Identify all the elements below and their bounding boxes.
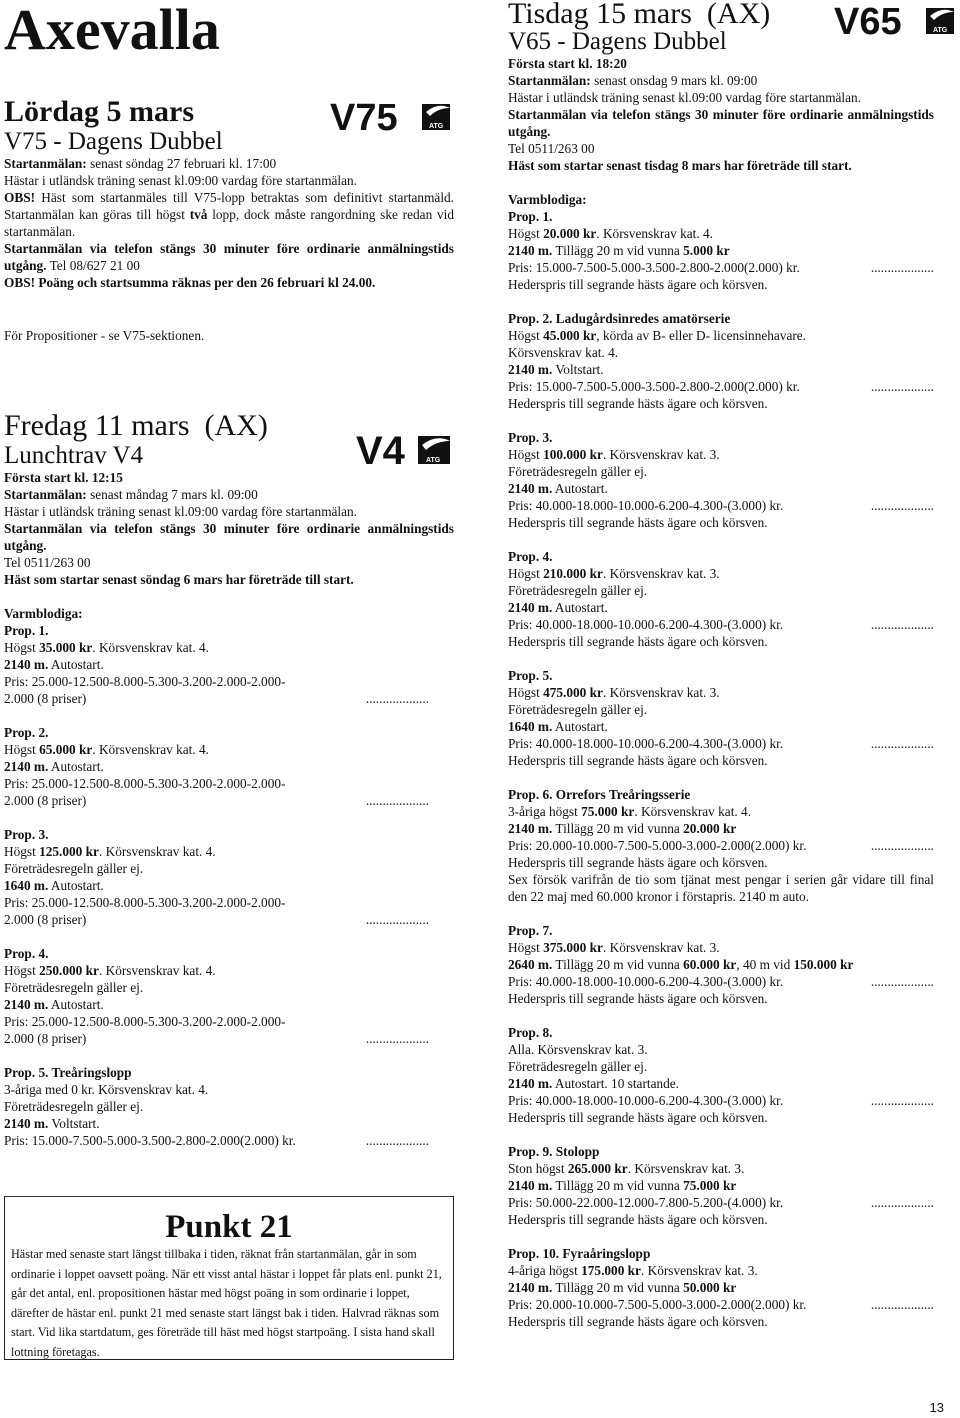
tisdag-foretrade: Häst som startar senast tisdag 8 mars har företräde till start. [508, 158, 852, 173]
lordag-obs-text-b: lopp, dock måste rangordning ske redan vid startanmälan. [4, 207, 454, 239]
lordag-tel: Tel 08/627 21 00 [46, 258, 140, 273]
atg-text-2: ATG [426, 457, 441, 464]
tisdag-prop-7-note: Hederspris till segrande hästs ägare och körsven. [508, 991, 768, 1006]
dot-leader: ................... [870, 379, 934, 394]
fredag-prop-1-line: 2140 m. Autostart. [4, 657, 104, 672]
tisdag-telefon: Startanmälan via telefon stängs 30 minuter före ordinarie anmälningstids utgång. [508, 107, 934, 139]
pris-text: Pris: 40.000-18.000-10.000-6.200-4.300-(3.000) kr. [508, 974, 784, 989]
fredag-game: Lunchtrav V4 [4, 442, 144, 469]
lordag-startanm-text: senast söndag 27 februari kl. 17:00 [86, 156, 277, 171]
fredag-prop-2-pris-row [4, 792, 429, 809]
tisdag-day-heading: Tisdag 15 mars [508, 0, 692, 30]
tisdag-startanm-text: senast onsdag 9 mars kl. 09:00 [590, 73, 758, 88]
v65-logo-text: V65 [834, 2, 902, 38]
fredag-varmblodiga: Varmblodiga: [4, 606, 83, 621]
tisdag-prop-4-line: Högst 210.000 kr. Körsvenskrav kat. 3. [508, 566, 720, 581]
tisdag-prop-7-title: Prop. 7. [508, 923, 553, 938]
tisdag-prop-6-note: Hederspris till segrande hästs ägare och körsven. [508, 855, 768, 870]
tisdag-prop-9-line: 2140 m. Tillägg 20 m vid vunna 75.000 kr [508, 1178, 737, 1193]
pris-text: Pris: 15.000-7.500-5.000-3.500-2.800-2.000(2.000) kr. [508, 379, 800, 394]
v65-logo [834, 2, 956, 38]
tisdag-prop-4-line: 2140 m. Autostart. [508, 600, 608, 615]
tisdag-prop-7-line: 2640 m. Tillägg 20 m vid vunna 60.000 kr, 40 m vid 150.000 kr [508, 957, 854, 972]
fredag-prop-1-pris-row [4, 690, 429, 707]
dot-leader: ................... [365, 1133, 429, 1148]
fredag-prop-4-pris-row [4, 1030, 429, 1047]
tisdag-prop-5-line: Högst 475.000 kr. Körsvenskrav kat. 3. [508, 685, 720, 700]
fredag-prop-3-pris-row [4, 911, 429, 928]
fredag-prop-5-line: 3-åriga med 0 kr. Körsvenskrav kat. 4. [4, 1082, 209, 1097]
page-number: 13 [929, 1400, 944, 1415]
fredag-foretrade: Häst som startar senast söndag 6 mars har företräde till start. [4, 572, 354, 587]
tisdag-prop-3-line: 2140 m. Autostart. [508, 481, 608, 496]
tisdag-prop-6-pris-row [508, 837, 934, 854]
lordag-utlandsk: Hästar i utländsk träning senast kl.09:00 vardag före startanmälan. [4, 173, 358, 188]
pris-text: Pris: 20.000-10.000-7.500-5.000-3.000-2.000(2.000) kr. [508, 838, 807, 853]
tisdag-prop-3-line: Företrädesregeln gäller ej. [508, 464, 648, 479]
tisdag-prop-1-line: 2140 m. Tillägg 20 m vid vunna 5.000 kr [508, 243, 730, 258]
fredag-startanm-text: senast måndag 7 mars kl. 09:00 [86, 487, 258, 502]
lordag-startanm-label: Startanmälan: [4, 156, 87, 171]
tisdag-prop-2-title: Prop. 2. Ladugårdsinredes amatörserie [508, 311, 731, 326]
fredag-prop-4-line: 2140 m. Autostart. [4, 997, 104, 1012]
tisdag-game: V65 - Dagens Dubbel [508, 28, 727, 55]
tisdag-startanm-label: Startanmälan: [508, 73, 591, 88]
fredag-prop-3-line: Pris: 25.000-12.500-8.000-5.300-3.200-2.000-2.000- [4, 895, 286, 910]
atg-text-1: ATG [429, 123, 444, 130]
tisdag-forsta-start: Första start kl. 18:20 [508, 56, 627, 71]
fredag-prop-3-line: Företrädesregeln gäller ej. [4, 861, 144, 876]
fredag-prop-4-line: Pris: 25.000-12.500-8.000-5.300-3.200-2.000-2.000- [4, 1014, 286, 1029]
fredag-startanm-label: Startanmälan: [4, 487, 87, 502]
dot-leader: ................... [870, 974, 934, 989]
tisdag-prop-10-line: 2140 m. Tillägg 20 m vid vunna 50.000 kr [508, 1280, 737, 1295]
punkt21-text: Hästar med senaste start längst tillbaka i tiden, räknat från startanmälan, går in som ordinarie i loppet oavsett poäng. När ett visst antal hästar i loppet får plats enl. punkt 21, går det antal, enl. propositionen hästar med högst poäng in som ordinarie i loppet, därefter de hästar enl. punkt 21 med senaste start längst bak i tiden. Halvrad räknas som start. Vid lika startdatum, ges företräde till häst med högst startpoäng. I sista hand skall lottning företagas. [11, 1247, 442, 1359]
dot-leader: ................... [365, 1031, 429, 1046]
pris-text: Pris: 40.000-18.000-10.000-6.200-4.300-(3.000) kr. [508, 617, 784, 632]
tisdag-varmblodiga: Varmblodiga: [508, 192, 587, 207]
tisdag-prop-8-line: Alla. Körsvenskrav kat. 3. [508, 1042, 648, 1057]
tisdag-prop-6-line: 2140 m. Tillägg 20 m vid vunna 20.000 kr [508, 821, 737, 836]
v75-logo [330, 98, 452, 134]
fredag-prop-2-line: 2140 m. Autostart. [4, 759, 104, 774]
pris-text: 2.000 (8 priser) [4, 912, 87, 927]
tisdag-prop-5-title: Prop. 5. [508, 668, 553, 683]
tisdag-prop-8-title: Prop. 8. [508, 1025, 553, 1040]
tisdag-tel: Tel 0511/263 00 [508, 141, 595, 156]
tisdag-ax: (AX) [706, 0, 771, 30]
tisdag-prop-4-title: Prop. 4. [508, 549, 553, 564]
punkt21-title: Punkt 21 [165, 1209, 293, 1245]
lordag-obs2-text: Poäng och startsumma räknas per den 26 februari kl 24.00. [35, 275, 376, 290]
tisdag-utlandsk: Hästar i utländsk träning senast kl.09:00 vardag före startanmälan. [508, 90, 862, 105]
tisdag-prop-3-title: Prop. 3. [508, 430, 553, 445]
tisdag-prop-5-note: Hederspris till segrande hästs ägare och körsven. [508, 753, 768, 768]
lordag-obs-text-a: Häst som startanmäles till V75-lopp betraktas som definitivt startanmäld. Startanmälan kan göras till högst [4, 190, 454, 222]
dot-leader: ................... [870, 498, 934, 513]
fredag-prop-4-title: Prop. 4. [4, 946, 49, 961]
tisdag-prop-3-pris-row [508, 497, 934, 514]
fredag-prop-4-line: Högst 250.000 kr. Körsvenskrav kat. 4. [4, 963, 216, 978]
tisdag-prop-10-title: Prop. 10. Fyraåringslopp [508, 1246, 651, 1261]
pris-text: 2.000 (8 priser) [4, 793, 87, 808]
page-title: Axevalla [4, 0, 220, 62]
fredag-prop-1-title: Prop. 1. [4, 623, 49, 638]
tisdag-prop-4-pris-row [508, 616, 934, 633]
tisdag-prop-1-pris-row [508, 259, 934, 276]
pris-text: 2.000 (8 priser) [4, 1031, 87, 1046]
tisdag-prop-10-line: 4-åriga högst 175.000 kr. Körsvenskrav kat. 3. [508, 1263, 758, 1278]
fredag-prop-2-line: Pris: 25.000-12.500-8.000-5.300-3.200-2.000-2.000- [4, 776, 286, 791]
tisdag-prop-9-pris-row [508, 1194, 934, 1211]
tisdag-prop-3-line: Högst 100.000 kr. Körsvenskrav kat. 3. [508, 447, 720, 462]
lordag-obs2-label: OBS! [4, 275, 36, 290]
fredag-prop-2-line: Högst 65.000 kr. Körsvenskrav kat. 4. [4, 742, 209, 757]
dot-leader: ................... [870, 617, 934, 632]
tisdag-prop-9-title: Prop. 9. Stolopp [508, 1144, 600, 1159]
tisdag-prop-9-line: Ston högst 265.000 kr. Körsvenskrav kat. 3. [508, 1161, 745, 1176]
fredag-forsta-start: Första start kl. 12:15 [4, 470, 123, 485]
fredag-prop-5-title: Prop. 5. Treåringslopp [4, 1065, 132, 1080]
tisdag-prop-5-pris-row [508, 735, 934, 752]
lordag-obs-bold: två [189, 207, 208, 222]
tisdag-prop-2-pris-row [508, 378, 934, 395]
fredag-ax: (AX) [204, 409, 268, 442]
v75-logo-text: V75 [330, 98, 398, 134]
lordag-obs-label: OBS! [4, 190, 36, 205]
pris-text: Pris: 15.000-7.500-5.000-3.500-2.800-2.000(2.000) kr. [508, 260, 800, 275]
lordag-game: V75 - Dagens Dubbel [4, 128, 223, 155]
tisdag-prop-4-line: Företrädesregeln gäller ej. [508, 583, 648, 598]
fredag-prop-1-line: Pris: 25.000-12.500-8.000-5.300-3.200-2.000-2.000- [4, 674, 286, 689]
dot-leader: ................... [870, 1195, 934, 1210]
fredag-tel: Tel 0511/263 00 [4, 555, 91, 570]
dot-leader: ................... [870, 838, 934, 853]
fredag-prop-4-line: Företrädesregeln gäller ej. [4, 980, 144, 995]
tisdag-props [508, 208, 934, 1347]
pris-text: Pris: 40.000-18.000-10.000-6.200-4.300-(3.000) kr. [508, 1093, 784, 1108]
dot-leader: ................... [870, 736, 934, 751]
tisdag-prop-9-note: Hederspris till segrande hästs ägare och körsven. [508, 1212, 768, 1227]
tisdag-prop-2-line: Körsvenskrav kat. 4. [508, 345, 619, 360]
tisdag-prop-8-line: 2140 m. Autostart. 10 startande. [508, 1076, 679, 1091]
tisdag-prop-2-line: Högst 45.000 kr, körda av B- eller D- licensinnehavare. [508, 328, 807, 343]
pris-text: Pris: 50.000-22.000-12.000-7.800-5.200-(4.000) kr. [508, 1195, 784, 1210]
dot-leader: ................... [365, 691, 429, 706]
fredag-prop-1-line: Högst 35.000 kr. Körsvenskrav kat. 4. [4, 640, 209, 655]
tisdag-prop-10-pris-row [508, 1296, 934, 1313]
tisdag-prop-8-note: Hederspris till segrande hästs ägare och körsven. [508, 1110, 768, 1125]
tisdag-prop-10-note: Hederspris till segrande hästs ägare och körsven. [508, 1314, 768, 1329]
pris-text: Pris: 20.000-10.000-7.500-5.000-3.000-2.000(2.000) kr. [508, 1297, 807, 1312]
fredag-prop-3-line: Högst 125.000 kr. Körsvenskrav kat. 4. [4, 844, 216, 859]
tisdag-prop-2-line: 2140 m. Voltstart. [508, 362, 604, 377]
dot-leader: ................... [870, 1297, 934, 1312]
fredag-telefon: Startanmälan via telefon stängs 30 minuter före ordinarie anmälningstids utgång. [4, 521, 454, 553]
divider [4, 1196, 452, 1197]
tisdag-prop-6-title: Prop. 6. Orrefors Treåringsserie [508, 787, 691, 802]
tisdag-prop-7-line: Högst 375.000 kr. Körsvenskrav kat. 3. [508, 940, 720, 955]
v4-logo-text: V4 [356, 430, 405, 466]
punkt21-box [4, 1196, 454, 1360]
lordag-day-heading: Lördag 5 mars [4, 95, 194, 128]
left-column [4, 0, 454, 1166]
v4-logo [356, 430, 452, 466]
fredag-prop-3-line: 1640 m. Autostart. [4, 878, 104, 893]
lordag-propositioner: För Propositioner - se V75-sektionen. [4, 328, 205, 343]
fredag-prop-2-title: Prop. 2. [4, 725, 49, 740]
lordag-telefon: Startanmälan via telefon stängs 30 minuter före ordinarie anmälningstids utgång. [4, 241, 454, 273]
tisdag-prop-8-line: Företrädesregeln gäller ej. [508, 1059, 648, 1074]
fredag-prop-5-line: 2140 m. Voltstart. [4, 1116, 100, 1131]
tisdag-prop-3-note: Hederspris till segrande hästs ägare och körsven. [508, 515, 768, 530]
fredag-day-heading: Fredag 11 mars [4, 409, 190, 442]
right-column [508, 0, 934, 1347]
tisdag-prop-1-line: Högst 20.000 kr. Körsvenskrav kat. 4. [508, 226, 713, 241]
tisdag-prop-1-title: Prop. 1. [508, 209, 553, 224]
tisdag-prop-5-line: Företrädesregeln gäller ej. [508, 702, 648, 717]
atg-text-3: ATG [933, 27, 948, 34]
fredag-prop-5-pris-row [4, 1132, 429, 1149]
pris-text: Pris: 40.000-18.000-10.000-6.200-4.300-(3.000) kr. [508, 736, 784, 751]
fredag-props [4, 622, 454, 1166]
pris-text: 2.000 (8 priser) [4, 691, 87, 706]
tisdag-prop-4-note: Hederspris till segrande hästs ägare och körsven. [508, 634, 768, 649]
tisdag-prop-6-note: Sex försök varifrån de tio som tjänat mest pengar i serien går vidare till final den 22 maj med 60.000 kronor i förstapris. 2140 m auto. [508, 872, 934, 904]
tisdag-prop-8-pris-row [508, 1092, 934, 1109]
fredag-prop-3-title: Prop. 3. [4, 827, 49, 842]
tisdag-prop-5-line: 1640 m. Autostart. [508, 719, 608, 734]
dot-leader: ................... [870, 1093, 934, 1108]
dot-leader: ................... [870, 260, 934, 275]
fredag-prop-5-line: Företrädesregeln gäller ej. [4, 1099, 144, 1114]
pris-text: Pris: 40.000-18.000-10.000-6.200-4.300-(3.000) kr. [508, 498, 784, 513]
fredag-utlandsk: Hästar i utländsk träning senast kl.09:00 vardag före startanmälan. [4, 504, 358, 519]
dot-leader: ................... [365, 912, 429, 927]
pris-text: Pris: 15.000-7.500-5.000-3.500-2.800-2.000(2.000) kr. [4, 1133, 296, 1148]
tisdag-prop-1-note: Hederspris till segrande hästs ägare och körsven. [508, 277, 768, 292]
dot-leader: ................... [365, 793, 429, 808]
tisdag-prop-6-line: 3-åriga högst 75.000 kr. Körsvenskrav kat. 4. [508, 804, 752, 819]
tisdag-prop-7-pris-row [508, 973, 934, 990]
tisdag-prop-2-note: Hederspris till segrande hästs ägare och körsven. [508, 396, 768, 411]
